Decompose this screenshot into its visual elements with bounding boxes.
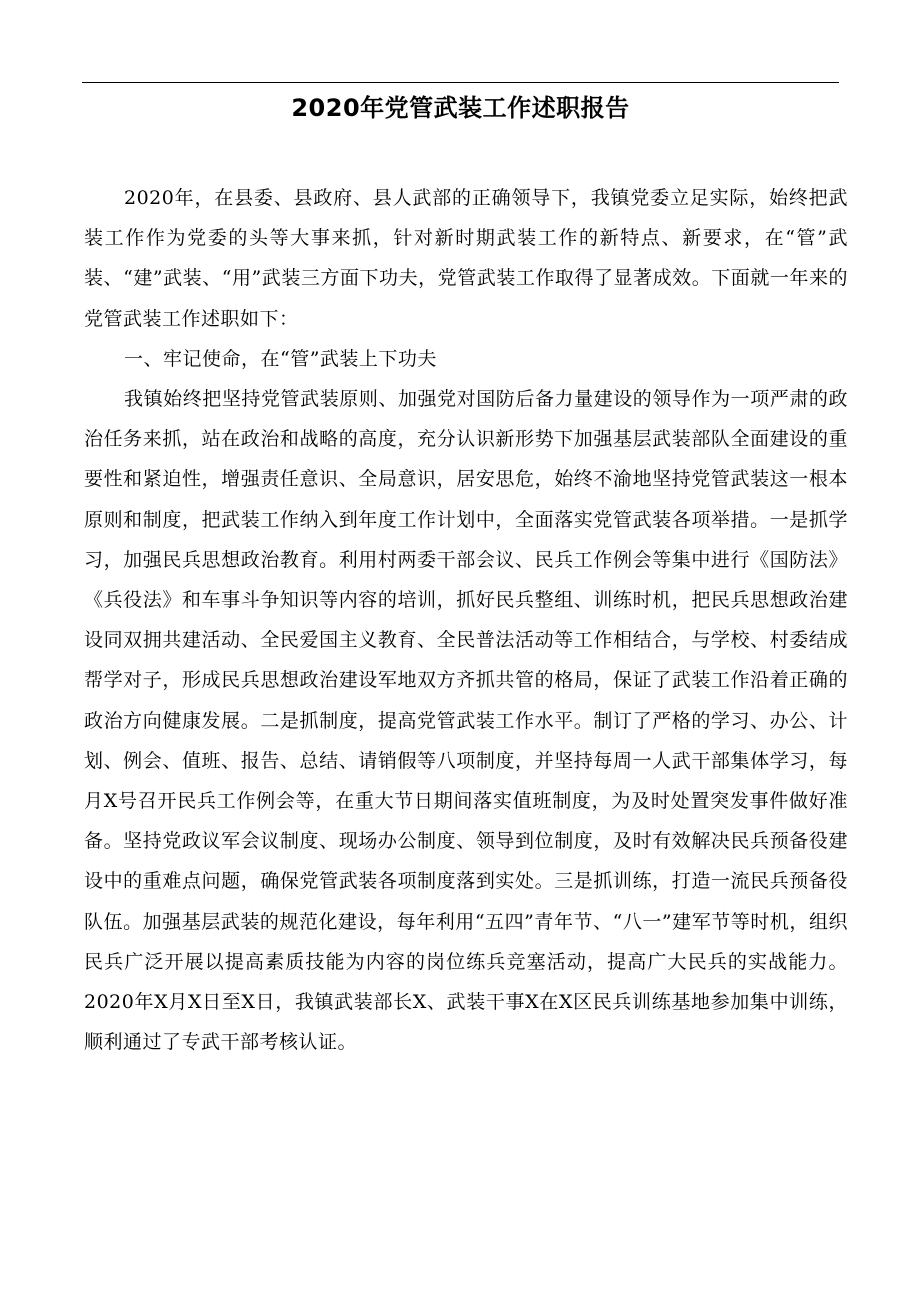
document-title: 2020年党管武装工作述职报告: [291, 94, 630, 122]
section-heading: 一、牢记使命，在“管”武装上下功夫: [124, 347, 437, 370]
intro-paragraph: 2020年，在县委、县政府、县人武部的正确领导下，我镇党委立足实际，始终把武装工作作为党委的头等大事来抓，针对新时期武装工作的新特点、新要求，在“管”武装、“建”武装、“用”武装三方面下功夫，党管武装工作取得了显著成效。下面就一年来的党管武装工作述职如下：: [84, 187, 848, 330]
section-paragraph: 我镇始终把坚持党管武装原则、加强党对国防后备力量建设的领导作为一项严肃的政治任务来抓，站在政治和战略的高度，充分认识新形势下加强基层武装部队全面建设的重要性和紧迫性，增强责任意识、全局意识，居安思危，始终不渝地坚持党管武装这一根本原则和制度，把武装工作纳入到年度工作计划中，全面落实党管武装各项举措。一是抓学习，加强民兵思想政治教育。利用村两委干部会议、民兵工作例会等集中进行《国防法》《兵役法》和车事斗争知识等内容的培训，抓好民兵整组、训练时机，把民兵思想政治建设同双拥共建活动、全民爱国主义教育、全民普法活动等工作相结合，与学校、村委结成帮学对子，形成民兵思想政治建设军地双方齐抓共管的格局，保证了武装工作沿着正确的政治方向健康发展。二是抓制度，提高党管武装工作水平。制订了严格的学习、办公、计划、例会、值班、报告、总结、请销假等八项制度，并坚持每周一人武干部集体学习，每月X号召开民兵工作例会等，在重大节日期间落实值班制度，为及时处置突发事件做好准备。坚持党政议军会议制度、现场办公制度、领导到位制度，及时有效解决民兵预备役建设中的重难点问题，确保党管武装各项制度落到实处。三是抓训练，打造一流民兵预备役队伍。加强基层武装的规范化建设，每年利用“五四”青年节、“八一”建军节等时机，组织民兵广泛开展以提高素质技能为内容的岗位练兵竞塞活动，提高广大民兵的实战能力。2020年X月X日至X日，我镇武装部长X、武装干事X在X区民兵训练基地参加集中训练，顺利通过了专武干部考核认证。: [84, 388, 848, 1054]
header-rule: [82, 82, 839, 83]
document-body: [84, 178, 848, 1062]
